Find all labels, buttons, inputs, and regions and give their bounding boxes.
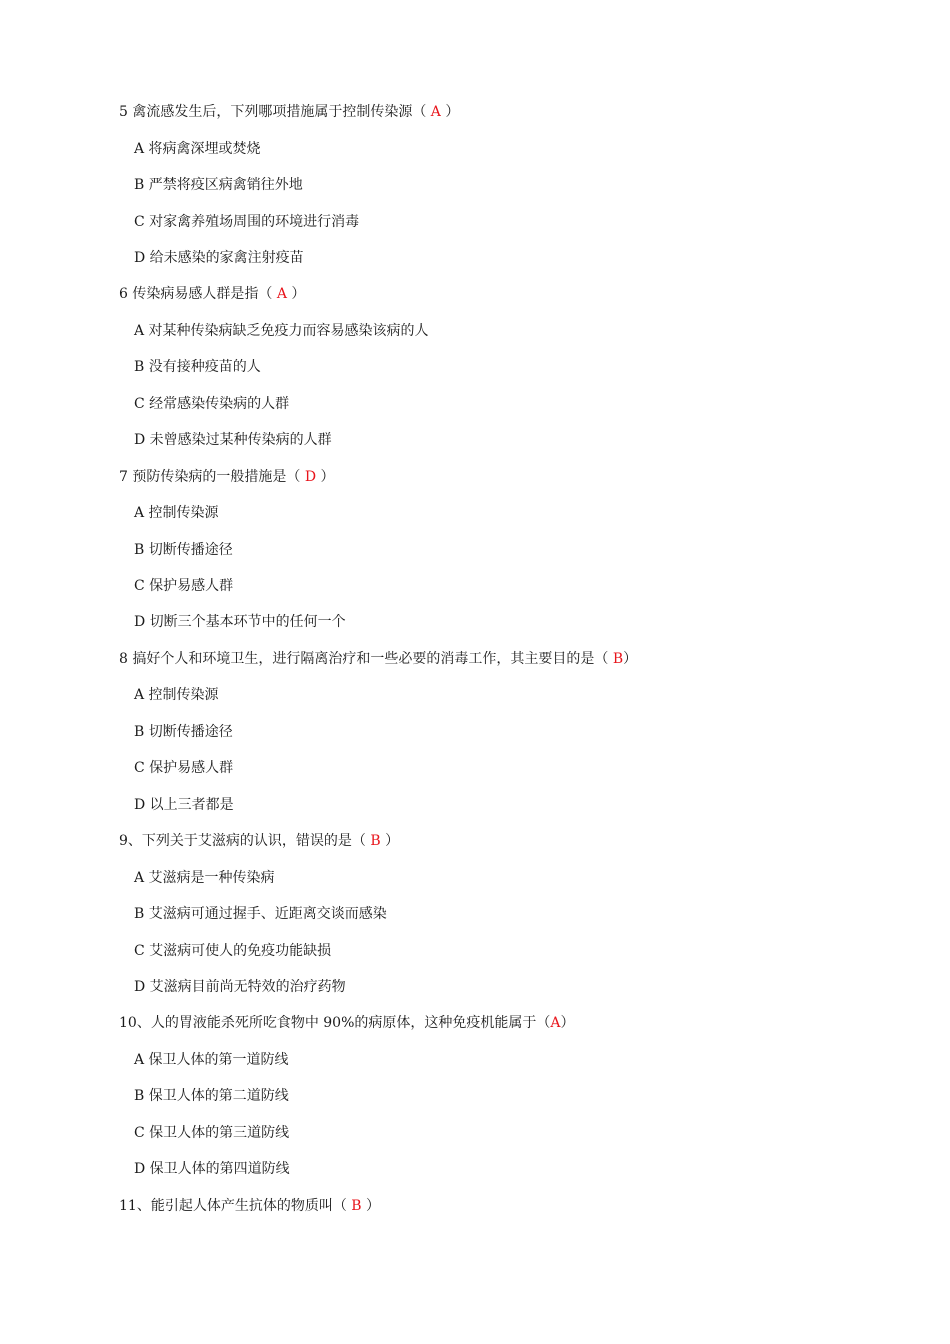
question-text-end: ） [366, 1198, 381, 1214]
question-text: 11、能引起人体产生抗体的物质叫（ [119, 1198, 352, 1214]
question-text: 7 预防传染病的一般措施是（ [119, 469, 305, 485]
option-d: D 切断三个基本环节中的任何一个 [134, 614, 346, 630]
answer-label: D [304, 469, 321, 485]
question-8 [119, 650, 637, 668]
option-b: B 切断传播途径 [134, 542, 233, 558]
option-c: C 保护易感人群 [134, 578, 234, 594]
option-d: D 艾滋病目前尚无特效的治疗药物 [134, 979, 346, 995]
option-d: D 未曾感染过某种传染病的人群 [134, 432, 332, 448]
question-text-end: ） [380, 833, 400, 849]
answer-label: A [426, 104, 446, 120]
question-text-end: ） [320, 469, 335, 485]
question-6 [119, 285, 305, 303]
question-text: 5 禽流感发生后，下列哪项措施属于控制传染源（ [119, 104, 427, 120]
option-a: A 控制传染源 [134, 687, 219, 703]
option-b: B 没有接种疫苗的人 [134, 359, 261, 375]
question-text-end: ） [623, 651, 638, 667]
option-d: D 以上三者都是 [134, 797, 234, 813]
answer-label: B [351, 1198, 367, 1214]
option-a: A 控制传染源 [134, 505, 219, 521]
question-7 [119, 468, 335, 486]
question-text: 6 传染病易感人群是指（ [119, 286, 277, 302]
answer-label: A [276, 286, 287, 302]
option-c: C 保护易感人群 [134, 760, 234, 776]
question-text-end: ） [445, 104, 460, 120]
question-11 [119, 1197, 380, 1215]
option-c: C 艾滋病可使人的免疫功能缺损 [134, 943, 332, 959]
question-text-end: ） [286, 286, 306, 302]
option-d: D 给未感染的家禽注射疫苗 [134, 250, 304, 266]
option-a: A 保卫人体的第一道防线 [134, 1052, 289, 1068]
answer-label: B [370, 833, 381, 849]
option-b: B 艾滋病可通过握手、近距离交谈而感染 [134, 906, 387, 922]
option-c: C 对家禽养殖场周围的环境进行消毒 [134, 214, 360, 230]
option-d: D 保卫人体的第四道防线 [134, 1161, 290, 1177]
option-b: B 严禁将疫区病禽销往外地 [134, 177, 303, 193]
question-text: 10、人的胃液能杀死所吃食物中 90%的病原体，这种免疫机能属于（ [119, 1015, 551, 1031]
option-a: A 将病禽深埋或焚烧 [134, 141, 261, 157]
answer-label: B [612, 651, 624, 667]
answer-label: A [550, 1015, 561, 1031]
option-a: A 对某种传染病缺乏免疫力而容易感染该病的人 [134, 323, 429, 339]
option-b: B 切断传播途径 [134, 724, 233, 740]
question-text-end: ） [560, 1015, 575, 1031]
question-9 [119, 832, 399, 850]
option-c: C 经常感染传染病的人群 [134, 396, 290, 412]
question-10 [119, 1014, 575, 1032]
question-text: 9、下列关于艾滋病的认识，错误的是（ [119, 833, 371, 849]
option-b: B 保卫人体的第二道防线 [134, 1088, 289, 1104]
option-c: C 保卫人体的第三道防线 [134, 1125, 290, 1141]
option-a: A 艾滋病是一种传染病 [134, 870, 275, 886]
question-text: 8 搞好个人和环境卫生，进行隔离治疗和一些必要的消毒工作，其主要目的是（ [119, 651, 613, 667]
question-5 [119, 103, 459, 121]
